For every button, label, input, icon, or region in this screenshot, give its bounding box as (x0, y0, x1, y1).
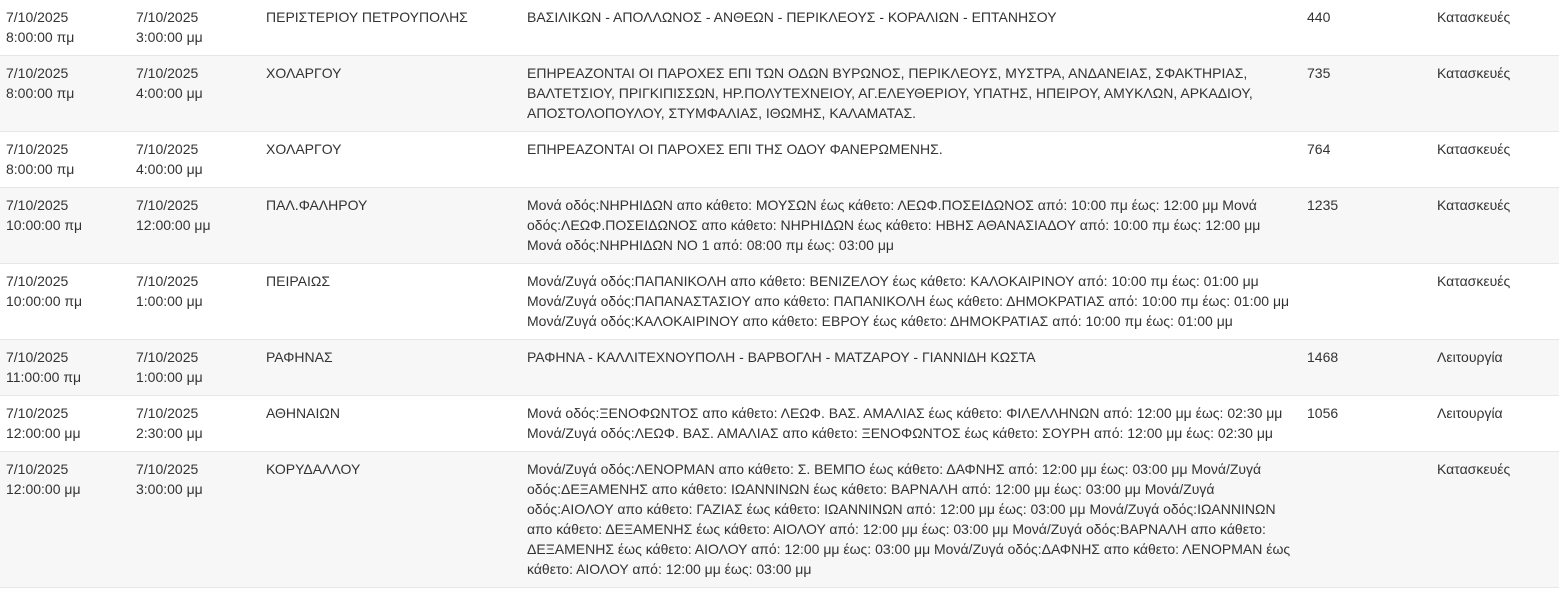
table-row (0, 56, 1559, 132)
end-datetime-cell (130, 264, 260, 340)
end-date: 7/10/2025 (136, 349, 199, 365)
end-date: 7/10/2025 (136, 273, 199, 289)
end-time: 1:00:00 μμ (136, 293, 203, 309)
end-date: 7/10/2025 (136, 197, 199, 213)
table-row (0, 452, 1559, 588)
affected-customers-cell: 735 (1307, 65, 1331, 81)
affected-customers-cell: 1235 (1307, 197, 1339, 213)
area-cell: ΧΟΛΑΡΓΟΥ (266, 141, 342, 157)
outage-type-cell: Κατασκευές (1437, 273, 1511, 289)
start-time: 8:00:00 πμ (6, 85, 75, 101)
area-cell: ΚΟΡΥΔΑΛΛΟΥ (266, 461, 361, 477)
start-datetime-cell (0, 132, 130, 188)
start-time: 8:00:00 πμ (6, 161, 75, 177)
end-datetime-cell (130, 132, 260, 188)
outage-type-cell: Λειτουργία (1437, 405, 1503, 421)
start-datetime-cell (0, 340, 130, 396)
table-row (0, 132, 1559, 188)
start-date: 7/10/2025 (6, 273, 69, 289)
end-date: 7/10/2025 (136, 405, 199, 421)
outage-type-cell: Λειτουργία (1437, 349, 1503, 365)
start-date: 7/10/2025 (6, 9, 69, 25)
affected-customers-cell: 1468 (1307, 349, 1339, 365)
table-row (0, 0, 1559, 56)
description-cell: ΕΠΗΡΕΑΖΟΝΤΑΙ ΟΙ ΠΑΡΟΧΕΣ ΕΠΙ ΤΩΝ ΟΔΩΝ ΒΥΡΩΝΟΣ, ΠΕΡΙΚΛΕΟΥΣ, ΜΥΣΤΡΑ, ΑΝΔΑΝΕΙΑΣ, ΣΦΑΚΤΗΡΙΑΣ, ΒΑΛΤΕΤΣΙΟΥ, ΠΡΙΓΚΙΠΙΣΣΩΝ, ΗΡ.ΠΟΛΥΤΕΧΝΕΙΟΥ, ΑΓ.ΕΛΕΥΘΕΡΙΟΥ, ΥΠΑΤΗΣ, ΗΠΕΙΡΟΥ, ΑΜΥΚΛΩΝ, ΑΡΚΑΔΙΟΥ, ΑΠΟΣΤΟΛΟΠΟΥΛΟΥ, ΣΤΥΜΦΑΛΙΑΣ, ΙΘΩΜΗΣ, ΚΑΛΑΜΑΤΑΣ. (527, 65, 1253, 121)
start-datetime-cell (0, 0, 130, 56)
end-datetime-cell (130, 340, 260, 396)
area-cell: ΧΟΛΑΡΓΟΥ (266, 65, 342, 81)
end-time: 12:00:00 μμ (136, 217, 211, 233)
description-cell: Μονά οδός:ΝΗΡΗΙΔΩΝ απο κάθετο: ΜΟΥΣΩΝ έως κάθετο: ΛΕΩΦ.ΠΟΣΕΙΔΩΝΟΣ από: 10:00 πμ έως: 12:00 μμ Μονά οδός:ΛΕΩΦ.ΠΟΣΕΙΔΩΝΟΣ απο κάθετο: ΝΗΡΗΙΔΩΝ έως κάθετο: ΗΒΗΣ ΑΘΑΝΑΣΙΑΔΟΥ από: 10:00 πμ έως: 12:00 μμ Μονά οδός:ΝΗΡΗΙΔΩΝ ΝΟ 1 από: 08:00 πμ έως: 03:00 μμ (527, 197, 1261, 253)
area-cell: ΠΕΙΡΑΙΩΣ (266, 273, 330, 289)
end-time: 3:00:00 μμ (136, 29, 203, 45)
description-cell: Μονά/Ζυγά οδός:ΛΕΝΟΡΜΑΝ απο κάθετο: Σ. ΒΕΜΠΟ έως κάθετο: ΔΑΦΝΗΣ από: 12:00 μμ έως: 03:00 μμ Μονά/Ζυγά οδός:ΔΕΞΑΜΕΝΗΣ απο κάθετο: ΙΩΑΝΝΙΝΩΝ έως κάθετο: ΒΑΡΝΑΛΗ από: 12:00 μμ έως: 03:00 μμ Μονά/Ζυγά οδός:ΑΙΟΛΟΥ απο κάθετο: ΓΑΖΙΑΣ έως κάθετο: ΙΩΑΝΝΙΝΩΝ από: 12:00 μμ έως: 03:00 μμ Μονά/Ζυγά οδός:ΙΩΑΝΝΙΝΩΝ απο κάθετο: ΔΕΞΑΜΕΝΗΣ έως κάθετο: ΑΙΟΛΟΥ από: 12:00 μμ έως: 03:00 μμ Μονά/Ζυγά οδός:ΒΑΡΝΑΛΗ απο κάθετο: ΔΕΞΑΜΕΝΗΣ έως κάθετο: ΑΙΟΛΟΥ από: 12:00 μμ έως: 03:00 μμ Μονά/Ζυγά οδός:ΔΑΦΝΗΣ απο κάθετο: ΛΕΝΟΡΜΑΝ έως κάθετο: ΑΙΟΛΟΥ από: 12:00 μμ έως: 03:00 μμ (527, 461, 1291, 577)
start-date: 7/10/2025 (6, 65, 69, 81)
end-date: 7/10/2025 (136, 141, 199, 157)
end-time: 4:00:00 μμ (136, 85, 203, 101)
end-date: 7/10/2025 (136, 9, 199, 25)
start-time: 10:00:00 πμ (6, 293, 83, 309)
area-cell: ΑΘΗΝΑΙΩΝ (266, 405, 340, 421)
end-time: 2:30:00 μμ (136, 425, 203, 441)
start-date: 7/10/2025 (6, 141, 69, 157)
start-datetime-cell (0, 188, 130, 264)
table-row (0, 188, 1559, 264)
table-row (0, 340, 1559, 396)
description-cell: ΡΑΦΗΝΑ - ΚΑΛΛΙΤΕΧΝΟΥΠΟΛΗ - ΒΑΡΒΟΓΛΗ - ΜΑΤΖΑΡΟΥ - ΓΙΑΝΝΙΔΗ ΚΩΣΤΑ (527, 349, 1036, 365)
start-date: 7/10/2025 (6, 461, 69, 477)
end-datetime-cell (130, 188, 260, 264)
end-datetime-cell (130, 0, 260, 56)
area-cell: ΡΑΦΗΝΑΣ (266, 349, 333, 365)
start-time: 10:00:00 πμ (6, 217, 83, 233)
description-cell: ΕΠΗΡΕΑΖΟΝΤΑΙ ΟΙ ΠΑΡΟΧΕΣ ΕΠΙ ΤΗΣ ΟΔΟΥ ΦΑΝΕΡΩΜΕΝΗΣ. (527, 141, 943, 157)
affected-customers-cell: 764 (1307, 141, 1331, 157)
outage-type-cell: Κατασκευές (1437, 9, 1511, 25)
description-cell: ΒΑΣΙΛΙΚΩΝ - ΑΠΟΛΛΩΝΟΣ - ΑΝΘΕΩΝ - ΠΕΡΙΚΛΕΟΥΣ - ΚΟΡΑΛΙΩΝ - ΕΠΤΑΝΗΣΟΥ (527, 9, 1057, 25)
affected-customers-cell (1301, 264, 1431, 340)
affected-customers-cell: 1056 (1307, 405, 1339, 421)
description-cell: Μονά οδός:ΞΕΝΟΦΩΝΤΟΣ απο κάθετο: ΛΕΩΦ. ΒΑΣ. ΑΜΑΛΙΑΣ έως κάθετο: ΦΙΛΕΛΛΗΝΩΝ από: 12:00 μμ έως: 02:30 μμ Μονά/Ζυγά οδός:ΛΕΩΦ. ΒΑΣ. ΑΜΑΛΙΑΣ απο κάθετο: ΞΕΝΟΦΩΝΤΟΣ έως κάθετο: ΣΟΥΡΗ από: 12:00 μμ έως: 02:30 μμ (527, 405, 1283, 441)
outage-type-cell: Κατασκευές (1437, 461, 1511, 477)
table-row (0, 396, 1559, 452)
start-date: 7/10/2025 (6, 197, 69, 213)
outage-type-cell: Κατασκευές (1437, 141, 1511, 157)
affected-customers-cell (1301, 452, 1431, 588)
start-time: 8:00:00 πμ (6, 29, 75, 45)
end-datetime-cell (130, 396, 260, 452)
end-time: 4:00:00 μμ (136, 161, 203, 177)
start-datetime-cell (0, 56, 130, 132)
table-row (0, 264, 1559, 340)
start-date: 7/10/2025 (6, 349, 69, 365)
start-datetime-cell (0, 396, 130, 452)
end-time: 1:00:00 μμ (136, 369, 203, 385)
affected-customers-cell: 440 (1307, 9, 1331, 25)
start-datetime-cell (0, 264, 130, 340)
end-datetime-cell (130, 56, 260, 132)
end-time: 3:00:00 μμ (136, 481, 203, 497)
start-time: 12:00:00 μμ (6, 425, 81, 441)
outage-type-cell: Κατασκευές (1437, 65, 1511, 81)
area-cell: ΠΕΡΙΣΤΕΡΙΟΥ ΠΕΤΡΟΥΠΟΛΗΣ (266, 9, 468, 25)
start-time: 12:00:00 μμ (6, 481, 81, 497)
start-datetime-cell (0, 452, 130, 588)
start-time: 11:00:00 πμ (6, 369, 82, 385)
end-datetime-cell (130, 452, 260, 588)
area-cell: ΠΑΛ.ΦΑΛΗΡΟΥ (266, 197, 368, 213)
end-date: 7/10/2025 (136, 65, 199, 81)
description-cell: Μονά/Ζυγά οδός:ΠΑΠΑΝΙΚΟΛΗ απο κάθετο: ΒΕΝΙΖΕΛΟΥ έως κάθετο: ΚΑΛΟΚΑΙΡΙΝΟΥ από: 10:00 πμ έως: 01:00 μμ Μονά/Ζυγά οδός:ΠΑΠΑΝΑΣΤΑΣΙΟΥ απο κάθετο: ΠΑΠΑΝΙΚΟΛΗ έως κάθετο: ΔΗΜΟΚΡΑΤΙΑΣ από: 10:00 πμ έως: 01:00 μμ Μονά/Ζυγά οδός:ΚΑΛΟΚΑΙΡΙΝΟΥ απο κάθετο: ΕΒΡΟΥ έως κάθετο: ΔΗΜΟΚΡΑΤΙΑΣ από: 10:00 πμ έως: 01:00 μμ (527, 273, 1290, 329)
end-date: 7/10/2025 (136, 461, 199, 477)
outage-type-cell: Κατασκευές (1437, 197, 1511, 213)
start-date: 7/10/2025 (6, 405, 69, 421)
